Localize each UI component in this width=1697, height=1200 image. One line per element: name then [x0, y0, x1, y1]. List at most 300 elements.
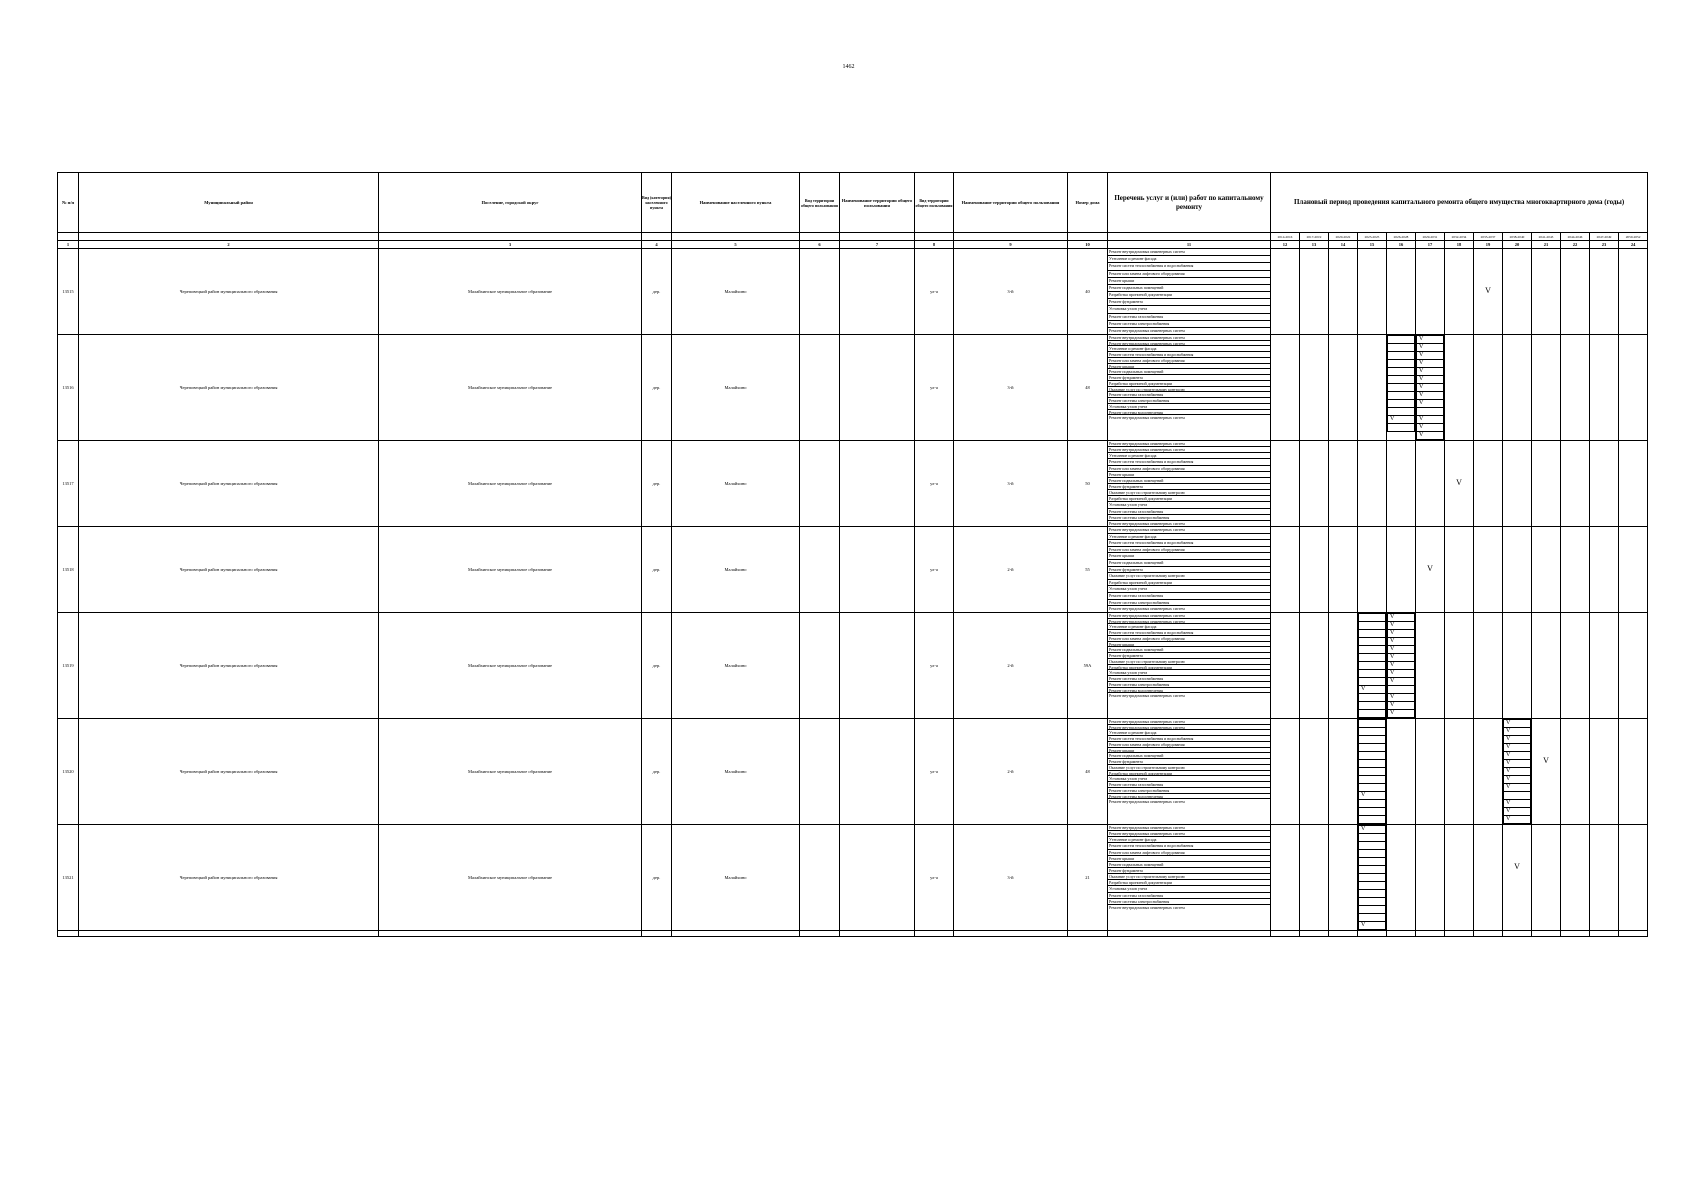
table-row	[58, 825, 1648, 931]
sub-grid-cell	[1388, 336, 1414, 344]
column-number-cell: 5	[672, 241, 800, 249]
period-mark-cell	[1619, 719, 1648, 825]
work-item: Ремонт фундамента	[1108, 868, 1270, 874]
mark-sub-grid	[1387, 335, 1415, 432]
work-item: Разработка проектной документации	[1108, 381, 1270, 387]
sub-grid-cell	[1359, 834, 1385, 842]
sub-grid-cell	[1359, 646, 1385, 654]
sub-grid-cell	[1359, 670, 1385, 678]
period-mark-cell	[1329, 249, 1358, 335]
row-house-number: 40	[1068, 249, 1108, 335]
work-item: Ремонт внутридомовых инженерных систем	[1108, 447, 1270, 453]
period-cell: 2014-2016	[1271, 233, 1300, 241]
work-item: Ремонт системы электроснабжения	[1108, 321, 1270, 328]
row-settlement: Малайхинское муниципальное образование	[379, 249, 642, 335]
period-mark-cell	[1532, 249, 1561, 335]
work-item: Ремонт подвальных помещений	[1108, 862, 1270, 868]
sub-grid-cell: V	[1359, 922, 1385, 930]
row-locality: Малайхино	[672, 249, 800, 335]
sub-grid-cell	[1359, 850, 1385, 858]
period-mark-cell	[1300, 249, 1329, 335]
mark-sub-grid	[1358, 719, 1386, 824]
empty-cell	[379, 931, 642, 937]
row-territory-name-1	[840, 719, 915, 825]
work-item: Ремонт крыши	[1108, 278, 1270, 285]
sub-grid-cell	[1359, 662, 1385, 670]
work-item: Установка узлов учета	[1108, 776, 1270, 782]
period-mark-cell	[1416, 825, 1445, 931]
work-item: Ремонт фундамента	[1108, 484, 1270, 490]
column-number-cell: 1	[58, 241, 79, 249]
sub-grid-cell: V	[1417, 352, 1443, 360]
column-number-cell: 22	[1561, 241, 1590, 249]
sub-grid-cell: V	[1417, 376, 1443, 384]
planned-mark: V	[1543, 756, 1549, 765]
row-territory-kind-2: ул-а	[915, 613, 954, 719]
work-item: Оказание услуг по строительному контролю	[1108, 659, 1270, 665]
period-mark-cell	[1590, 441, 1619, 527]
row-district: Череповецкий район муниципального образования	[79, 527, 379, 613]
sub-grid-cell	[1388, 360, 1414, 368]
work-item: Ремонт или замена лифтового оборудования	[1108, 636, 1270, 642]
work-item: Оказание услуг по строительному контролю	[1108, 765, 1270, 771]
sub-grid-cell: V	[1388, 678, 1414, 686]
sub-grid-cell: V	[1388, 638, 1414, 646]
work-item: Установка узлов учета	[1108, 502, 1270, 508]
empty-cell	[672, 931, 800, 937]
work-item: Ремонт системы водоотведения	[1108, 688, 1270, 694]
row-house-number: 48	[1068, 719, 1108, 825]
row-number: 13518	[58, 527, 79, 613]
table-row	[58, 527, 1648, 613]
period-mark-cell	[1445, 527, 1474, 613]
column-number-cell: 13	[1300, 241, 1329, 249]
row-district: Череповецкий район муниципального образования	[79, 249, 379, 335]
period-mark-cell	[1590, 825, 1619, 931]
empty-cell	[58, 931, 79, 937]
work-item: Ремонт внутридомовых инженерных систем	[1108, 441, 1270, 447]
sub-grid-cell	[1388, 408, 1414, 416]
row-number: 13519	[58, 613, 79, 719]
row-territory-name-1	[840, 613, 915, 719]
row-district: Череповецкий район муниципального образования	[79, 335, 379, 441]
work-item: Разработка проектной документации	[1108, 665, 1270, 671]
sub-grid-cell	[1359, 816, 1385, 824]
row-locality: Малайхино	[672, 825, 800, 931]
column-number-cell: 4	[642, 241, 672, 249]
work-item: Разработка проектной документации	[1108, 292, 1270, 299]
empty-cell	[1590, 931, 1619, 937]
period-cell: 2023-2025	[1358, 233, 1387, 241]
empty-cell	[79, 931, 379, 937]
row-territory-name-2: 3-й	[954, 249, 1068, 335]
work-item: Ремонт или замена лифтового оборудования	[1108, 850, 1270, 856]
period-mark-cell	[1445, 335, 1474, 441]
row-locality-kind: дер.	[642, 335, 672, 441]
sub-grid-cell	[1359, 914, 1385, 922]
sub-grid-cell: V	[1388, 416, 1414, 424]
empty-cell	[800, 931, 840, 937]
sub-grid-cell: V	[1417, 416, 1443, 424]
work-item: Ремонт крыши	[1108, 856, 1270, 862]
sub-grid-cell	[1359, 654, 1385, 662]
work-item: Ремонт систем теплоснабжения и водоснабжения	[1108, 352, 1270, 358]
sub-grid-cell	[1359, 760, 1385, 768]
work-item: Ремонт внутридомовых инженерных систем	[1109, 606, 1185, 612]
row-territory-kind-1	[800, 719, 840, 825]
sub-grid-cell: V	[1504, 784, 1530, 792]
work-item: Ремонт системы электроснабжения	[1108, 899, 1270, 905]
period-mark-cell	[1619, 825, 1648, 931]
row-territory-name-2: 3-й	[954, 335, 1068, 441]
period-mark-cell	[1387, 249, 1416, 335]
work-item: Ремонт подвальных помещений	[1108, 753, 1270, 759]
sub-grid-cell	[1359, 630, 1385, 638]
work-item: Ремонт систем теплоснабжения и водоснабжения	[1108, 540, 1270, 547]
period-mark-cell	[1619, 441, 1648, 527]
column-number-cell: 20	[1503, 241, 1532, 249]
sub-grid-cell: V	[1417, 424, 1443, 432]
sub-grid-cell: V	[1417, 336, 1443, 344]
planned-mark: V	[1456, 478, 1462, 487]
row-territory-kind-2: ул-а	[915, 335, 954, 441]
row-locality: Малайхино	[672, 527, 800, 613]
period-mark-cell	[1300, 825, 1329, 931]
sub-grid-cell	[1388, 368, 1414, 376]
sub-grid-cell: V	[1504, 800, 1530, 808]
header-row	[58, 173, 1648, 233]
work-item: Утепление и ремонт фасада	[1108, 730, 1270, 736]
row-settlement: Малайхинское муниципальное образование	[379, 441, 642, 527]
work-item: Ремонт подвальных помещений	[1108, 369, 1270, 375]
row-locality: Малайхино	[672, 335, 800, 441]
mark-sub-grid	[1358, 825, 1386, 930]
row-territory-kind-1	[800, 825, 840, 931]
sub-grid-cell: V	[1504, 752, 1530, 760]
header-house-number: Номер дома	[1068, 173, 1108, 233]
period-cell: 2017-2019	[1300, 233, 1329, 241]
row-territory-name-1	[840, 441, 915, 527]
period-mark-cell	[1619, 249, 1648, 335]
header-locality: Наименование населенного пункта	[672, 173, 800, 233]
sub-grid-cell	[1359, 874, 1385, 882]
period-mark-cell	[1271, 441, 1300, 527]
work-item: Оказание услуг по строительному контролю	[1108, 573, 1270, 580]
sub-grid-cell	[1359, 694, 1385, 702]
sub-grid-cell	[1359, 890, 1385, 898]
header-number: № п/п	[58, 173, 79, 233]
row-works-list	[1108, 825, 1271, 931]
row-settlement: Малайхинское муниципальное образование	[379, 613, 642, 719]
sub-grid-cell: V	[1417, 392, 1443, 400]
empty-cell	[1300, 931, 1329, 937]
period-cell: 2029-2031	[1416, 233, 1445, 241]
sub-grid-cell	[1359, 858, 1385, 866]
sub-grid-cell: V	[1504, 808, 1530, 816]
empty-cell	[915, 931, 954, 937]
period-mark-cell	[1329, 441, 1358, 527]
sub-grid-cell: V	[1504, 720, 1530, 728]
work-item: Ремонт фундамента	[1108, 653, 1270, 659]
work-item: Утепление и ремонт фасада	[1108, 453, 1270, 459]
work-item: Установка узлов учета	[1108, 670, 1270, 676]
column-number-cell: 24	[1619, 241, 1648, 249]
work-item: Ремонт системы электроснабжения	[1108, 600, 1270, 607]
table-row	[58, 613, 1648, 719]
work-item: Ремонт внутридомовых инженерных систем	[1108, 527, 1270, 534]
empty-cell	[1619, 931, 1648, 937]
work-item: Разработка проектной документации	[1108, 496, 1270, 502]
work-item: Ремонт или замена лифтового оборудования	[1108, 358, 1270, 364]
period-mark-cell	[1590, 527, 1619, 613]
work-item: Ремонт системы газоснабжения	[1108, 314, 1270, 321]
header-territory-kind-1: Вид территории общего пользования	[800, 173, 840, 233]
sub-grid-cell: V	[1388, 622, 1414, 630]
column-number-cell: 21	[1532, 241, 1561, 249]
period-mark-cell	[1532, 825, 1561, 931]
sub-grid-cell	[1417, 408, 1443, 416]
header-territory-name-2: Наименование территории общего пользования	[954, 173, 1068, 233]
table-row	[58, 249, 1648, 335]
sub-grid-cell: V	[1388, 654, 1414, 662]
sub-grid-cell: V	[1388, 670, 1414, 678]
row-territory-kind-1	[800, 335, 840, 441]
table-row	[58, 719, 1648, 825]
period-mark-cell	[1474, 249, 1503, 335]
work-item: Ремонт системы газоснабжения	[1108, 676, 1270, 682]
work-item: Ремонт системы электроснабжения	[1108, 682, 1270, 688]
sub-grid-cell	[1359, 882, 1385, 890]
row-number: 13515	[58, 249, 79, 335]
row-territory-kind-2: ул-а	[915, 719, 954, 825]
period-mark-cell	[1271, 719, 1300, 825]
period-mark-cell	[1474, 613, 1503, 719]
period-mark-cell	[1416, 249, 1445, 335]
row-territory-name-2: 2-й	[954, 613, 1068, 719]
row-territory-kind-2: ул-а	[915, 527, 954, 613]
row-locality: Малайхино	[672, 613, 800, 719]
sub-grid-cell	[1359, 736, 1385, 744]
period-cell: 2020-2022	[1329, 233, 1358, 241]
sub-grid-cell: V	[1504, 816, 1530, 824]
column-number-cell: 14	[1329, 241, 1358, 249]
work-item: Ремонт внутридомовых инженерных систем	[1109, 799, 1185, 805]
row-territory-name-2: 2-й	[954, 719, 1068, 825]
period-mark-cell	[1271, 527, 1300, 613]
work-item: Ремонт системы газоснабжения	[1108, 392, 1270, 398]
work-item: Ремонт систем теплоснабжения и водоснабжения	[1108, 736, 1270, 742]
row-territory-name-1	[840, 335, 915, 441]
sub-grid-cell: V	[1504, 768, 1530, 776]
row-territory-name-1	[840, 249, 915, 335]
sub-grid-cell: V	[1388, 694, 1414, 702]
header-locality-kind: Вид (категория) населенного пункта	[642, 173, 672, 233]
work-item: Ремонт фундамента	[1108, 299, 1270, 306]
empty-cell	[1329, 931, 1358, 937]
period-mark-cell	[1561, 335, 1590, 441]
work-item: Утепление и ремонт фасада	[1108, 624, 1270, 630]
row-territory-kind-2: ул-а	[915, 825, 954, 931]
sub-grid-cell	[1359, 678, 1385, 686]
work-item: Установка узлов учета	[1108, 586, 1270, 593]
period-mark-cell	[1358, 335, 1387, 441]
row-house-number: 48	[1068, 335, 1108, 441]
work-item: Ремонт систем теплоснабжения и водоснабжения	[1108, 459, 1270, 465]
column-number-cell: 19	[1474, 241, 1503, 249]
work-item: Ремонт внутридомовых инженерных систем	[1108, 725, 1270, 731]
work-item: Разработка проектной документации	[1108, 880, 1270, 886]
period-mark-cell	[1329, 719, 1358, 825]
planned-mark: V	[1427, 564, 1433, 573]
work-item: Ремонт систем теплоснабжения и водоснабжения	[1108, 630, 1270, 636]
empty-cell	[1474, 931, 1503, 937]
row-locality-kind: дер.	[642, 719, 672, 825]
sub-grid-cell	[1359, 622, 1385, 630]
column-number-cell: 9	[954, 241, 1068, 249]
period-mark-cell	[1271, 613, 1300, 719]
column-number-cell: 18	[1445, 241, 1474, 249]
row-locality-kind: дер.	[642, 441, 672, 527]
period-mark-cell	[1532, 613, 1561, 719]
period-mark-cell	[1358, 719, 1387, 825]
column-number-cell: 8	[915, 241, 954, 249]
period-mark-cell	[1619, 335, 1648, 441]
period-mark-cell	[1445, 249, 1474, 335]
sub-grid-cell: V	[1359, 792, 1385, 800]
row-territory-name-1	[840, 825, 915, 931]
column-number-cell: 6	[800, 241, 840, 249]
sub-grid-cell: V	[1388, 702, 1414, 710]
sub-grid-cell	[1388, 686, 1414, 694]
period-mark-cell	[1358, 825, 1387, 931]
header-settlement: Поселение, городской округ	[379, 173, 642, 233]
work-item: Ремонт систем теплоснабжения и водоснабжения	[1108, 263, 1270, 270]
sub-grid-cell	[1359, 776, 1385, 784]
period-mark-cell	[1387, 825, 1416, 931]
period-mark-cell	[1329, 613, 1358, 719]
work-item: Ремонт внутридомовых инженерных систем	[1109, 327, 1185, 333]
work-item: Ремонт системы газоснабжения	[1108, 893, 1270, 899]
period-mark-cell	[1532, 441, 1561, 527]
period-mark-cell	[1561, 825, 1590, 931]
mark-sub-grid	[1358, 613, 1386, 718]
work-item: Ремонт внутридомовых инженерных систем	[1108, 335, 1270, 341]
period-mark-cell	[1387, 613, 1416, 719]
sub-grid-cell: V	[1359, 686, 1385, 694]
work-item: Утепление и ремонт фасада	[1108, 256, 1270, 263]
sub-grid-cell: V	[1388, 614, 1414, 622]
empty-cell	[1358, 931, 1387, 937]
sub-grid-cell: V	[1504, 736, 1530, 744]
row-settlement: Малайхинское муниципальное образование	[379, 527, 642, 613]
period-cell: 2038-2040	[1503, 233, 1532, 241]
period-mark-cell	[1503, 335, 1532, 441]
sub-grid-cell: V	[1417, 368, 1443, 376]
sub-grid-cell	[1359, 842, 1385, 850]
row-territory-kind-1	[800, 441, 840, 527]
work-item: Утепление и ремонт фасада	[1108, 534, 1270, 541]
column-numbers-row	[58, 241, 1648, 249]
work-item: Ремонт системы газоснабжения	[1108, 509, 1270, 515]
period-mark-cell	[1271, 335, 1300, 441]
period-mark-cell	[1619, 527, 1648, 613]
row-territory-kind-1	[800, 527, 840, 613]
period-mark-cell	[1590, 613, 1619, 719]
work-item: Ремонт или замена лифтового оборудования	[1108, 466, 1270, 472]
work-item: Ремонт системы водоотведения	[1108, 410, 1270, 416]
header-planned-period: Плановый период проведения капитального ремонта общего имущества многоквартирного дома (годы)	[1271, 173, 1648, 233]
planned-mark: V	[1514, 862, 1520, 871]
work-item: Разработка проектной документации	[1108, 771, 1270, 777]
sub-grid-cell: V	[1417, 344, 1443, 352]
work-item: Ремонт крыши	[1108, 642, 1270, 648]
planned-mark: V	[1485, 286, 1491, 295]
row-settlement: Малайхинское муниципальное образование	[379, 719, 642, 825]
empty-cell	[954, 931, 1068, 937]
work-item: Ремонт внутридомовых инженерных систем	[1108, 613, 1270, 619]
sub-grid-cell: V	[1504, 728, 1530, 736]
work-item: Установка узлов учета	[1108, 404, 1270, 410]
empty-cell	[1532, 931, 1561, 937]
page-number: 1462	[842, 64, 855, 70]
column-number-cell: 16	[1387, 241, 1416, 249]
column-number-cell: 2	[79, 241, 379, 249]
empty-cell	[642, 931, 672, 937]
period-mark-cell	[1387, 335, 1416, 441]
row-works-list	[1108, 719, 1271, 825]
row-works-list	[1108, 613, 1271, 719]
column-number-cell: 12	[1271, 241, 1300, 249]
sub-grid-cell	[1359, 744, 1385, 752]
empty-cell	[1108, 931, 1271, 937]
header-works-list: Перечень услуг и (или) работ по капитальному ремонту	[1108, 173, 1271, 233]
work-item: Ремонт внутридомовых инженерных систем	[1108, 341, 1270, 347]
sub-grid-cell: V	[1417, 432, 1443, 440]
header-territory-name-1: Наименование территории общего пользования	[840, 173, 915, 233]
period-mark-cell	[1329, 527, 1358, 613]
row-territory-name-1	[840, 527, 915, 613]
work-item: Ремонт крыши	[1108, 364, 1270, 370]
empty-cell	[1445, 931, 1474, 937]
work-item: Ремонт внутридомовых инженерных систем	[1108, 825, 1270, 831]
period-mark-cell	[1358, 527, 1387, 613]
period-mark-cell	[1300, 719, 1329, 825]
row-locality-kind: дер.	[642, 613, 672, 719]
row-territory-kind-1	[800, 249, 840, 335]
work-item: Ремонт системы электроснабжения	[1108, 515, 1270, 521]
work-item: Оказание услуг по строительному контролю	[1108, 874, 1270, 880]
work-item: Установка узлов учета	[1108, 306, 1270, 313]
sub-grid-cell: V	[1504, 776, 1530, 784]
work-item: Ремонт системы электроснабжения	[1108, 398, 1270, 404]
row-locality-kind: дер.	[642, 249, 672, 335]
period-mark-cell	[1561, 613, 1590, 719]
period-mark-cell	[1619, 613, 1648, 719]
row-district: Череповецкий район муниципального образования	[79, 441, 379, 527]
sub-grid-cell	[1388, 384, 1414, 392]
period-mark-cell	[1387, 719, 1416, 825]
mark-sub-grid	[1387, 613, 1415, 718]
work-item: Ремонт крыши	[1108, 748, 1270, 754]
sub-grid-cell	[1388, 352, 1414, 360]
sub-grid-cell	[1359, 808, 1385, 816]
period-mark-cell	[1416, 335, 1445, 441]
work-item: Ремонт внутридомовых инженерных систем	[1108, 831, 1270, 837]
row-house-number: 55	[1068, 527, 1108, 613]
empty-cell	[1387, 931, 1416, 937]
row-locality: Малайхино	[672, 719, 800, 825]
period-mark-cell	[1300, 335, 1329, 441]
